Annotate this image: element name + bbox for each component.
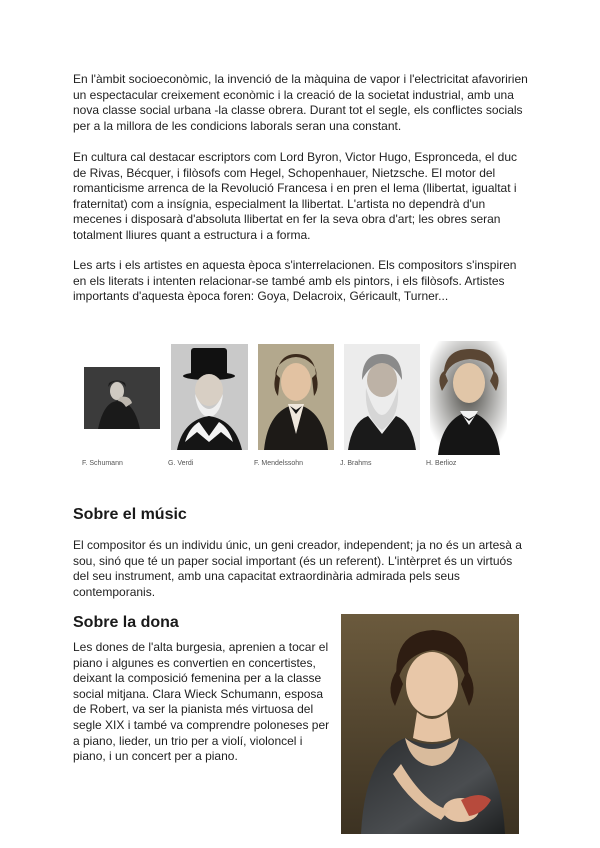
- portrait-mendelssohn-image: [258, 344, 334, 450]
- intro-paragraph-2: En cultura cal destacar escriptors com Lord Byron, Victor Hugo, Espronceda, el duc de Rivas, Bécquer, i filòsofs com Hegel, Schopenhauer, Nietzsche. El motor del romanticisme arrenca de la Revolució Francesa i en pren el lema (llibertat, igualtat i fraternitat) com a insígnia, especialment la llibertat. L'artista no dependrà d'un mecenes i disposarà d'absoluta llibertat en fer la seva obra d'art; les obres seran totalment lliures quant a estructura i a forma.: [73, 150, 517, 242]
- caption-brahms: J. Brahms: [340, 460, 372, 467]
- women-paragraph: Les dones de l'alta burgesia, aprenien a tocar el piano i algunes es convertien en concertistes, deixant la composició femenina per a la classe social mitjana. Clara Wieck Schumann, esposa de Robert, va ser la pianista més virtuosa del segle XIX i també va comprendre poloneses per a piano, lieder, un trio per a violí, violoncel i piano, i un concert per a piano.: [73, 640, 330, 764]
- portrait-brahms: [344, 344, 420, 450]
- portrait-woman-image: [341, 614, 519, 834]
- caption-mendelssohn: F. Mendelssohn: [254, 460, 304, 467]
- intro-paragraph-3: Les arts i els artistes en aquesta època s'interrelacionen. Els compositors s'inspiren en els literats i intenten relacionar-se també amb els pintors, i els filòsofs. Artistes importants d'aquesta època foren: Goya, Delacroix, Géricault, Turner...: [73, 258, 517, 304]
- portrait-schumann: [84, 367, 160, 429]
- heading-music: Sobre el músic: [73, 506, 187, 523]
- portrait-woman: [341, 614, 519, 834]
- caption-verdi: G. Verdi: [168, 460, 194, 467]
- caption-berlioz: H. Berlioz: [426, 460, 457, 467]
- music-paragraph: El compositor és un individu únic, un geni creador, independent; ja no és un artesà a sou, sinó que té un paper social important (és un referent). L'intèrpret és un virtuós del seu instrument, amb una capacitat extraordinària admirada pels seus contemporanis.: [73, 538, 522, 599]
- portrait-verdi: [171, 344, 248, 450]
- portrait-berlioz-image: [430, 341, 507, 455]
- intro-paragraph-1: En l'àmbit socioeconòmic, la invenció de la màquina de vapor i l'electricitat afavoririen un espectacular creixement econòmic i la creació de la societat industrial, amb una nova classe social urbana -la classe obrera. Durant tot el segle, els conflictes socials per a la millora de les condicions laborals seran una constant.: [73, 72, 528, 133]
- portrait-berlioz: [430, 341, 507, 455]
- caption-schumann: F. Schumann: [82, 460, 123, 467]
- portrait-brahms-image: [344, 344, 420, 450]
- portrait-mendelssohn: [258, 344, 334, 450]
- heading-women: Sobre la dona: [73, 614, 179, 631]
- portrait-verdi-image: [171, 344, 248, 450]
- portrait-schumann-image: [84, 367, 160, 429]
